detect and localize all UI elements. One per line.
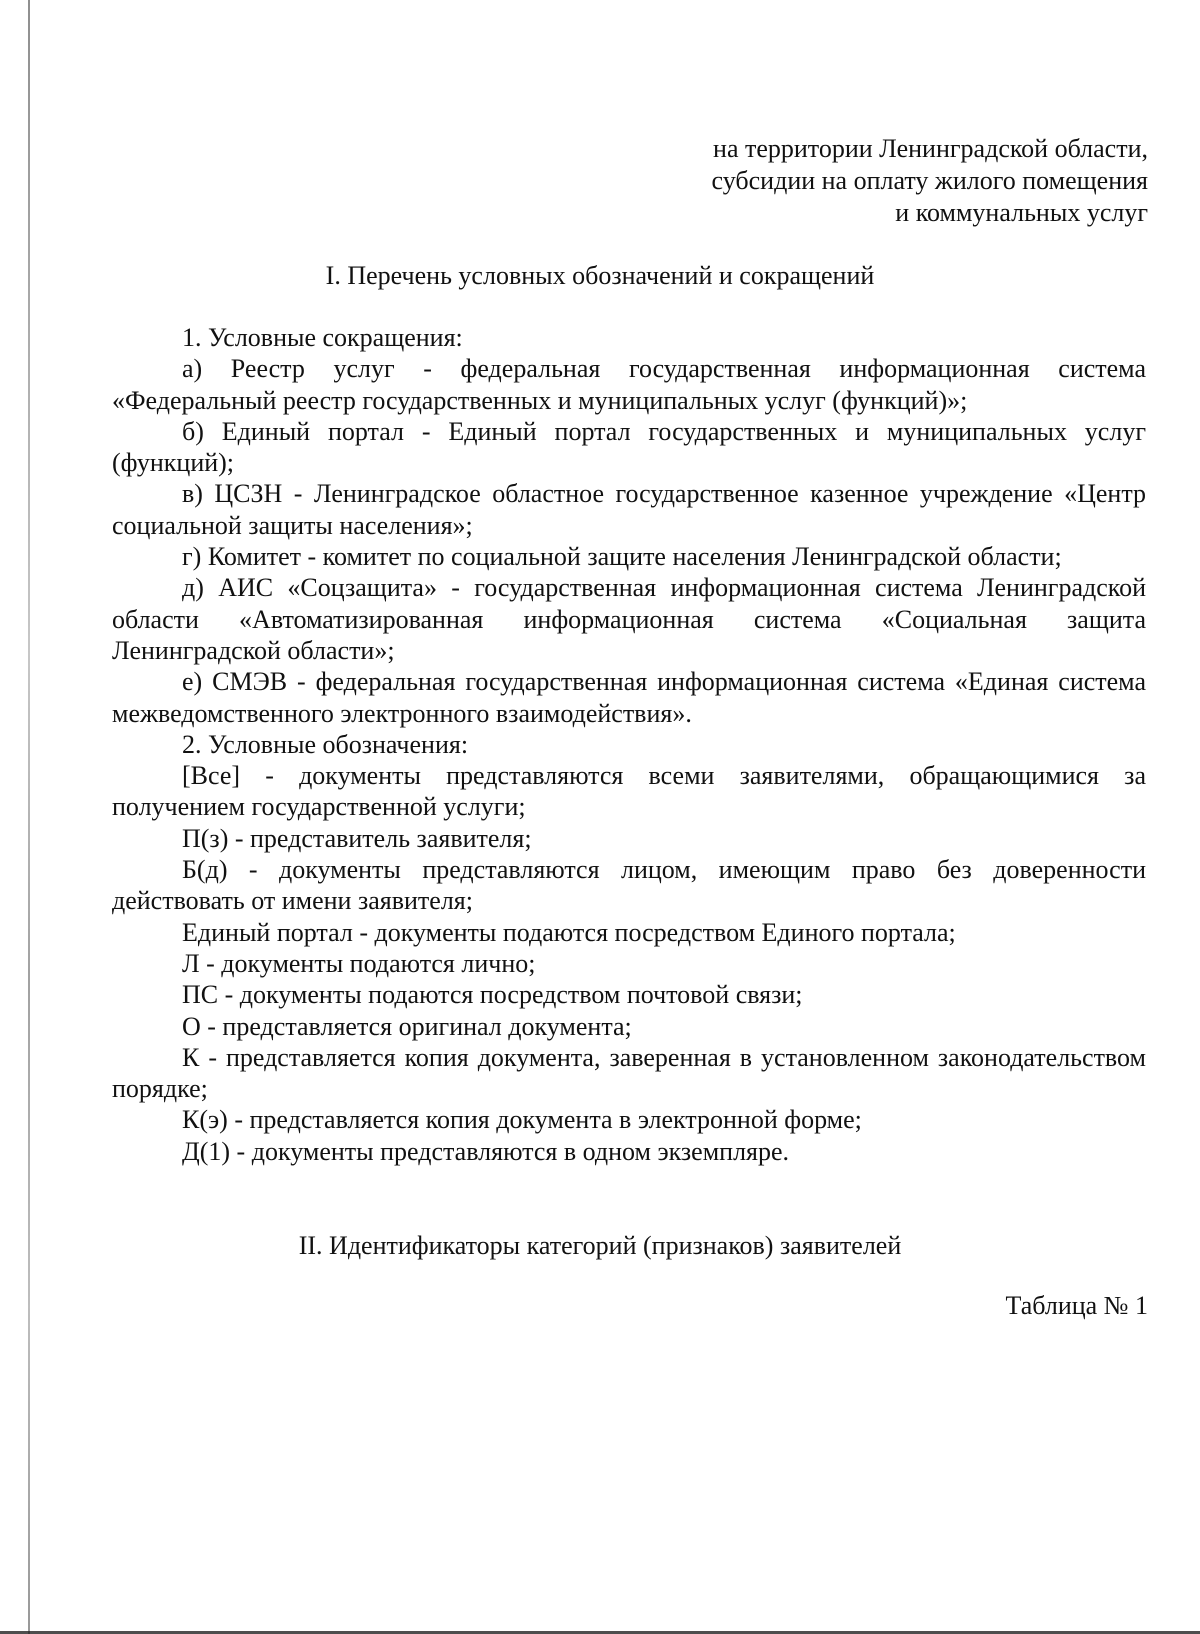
paragraph-abbr-b: б) Единый портал - Единый портал государственных и муниципальных услуг (функций); bbox=[112, 416, 1146, 478]
paragraph-symbol-pz: П(з) - представитель заявителя; bbox=[182, 823, 532, 853]
header-block bbox=[712, 133, 1148, 229]
paragraph-abbr-v: в) ЦСЗН - Ленинградское областное государственное казенное учреждение «Центр социальной защиты населения»; bbox=[112, 479, 1146, 540]
section-1-body bbox=[112, 322, 1146, 1167]
paragraph-symbols-heading: 2. Условные обозначения: bbox=[182, 729, 469, 759]
paragraph-abbreviations-heading: 1. Условные сокращения: bbox=[182, 323, 463, 352]
paragraph-abbr-a: а) Реестр услуг - федеральная государственная информационная система «Федеральный реестр государственных и муниципальных услуг (функций)»; bbox=[112, 354, 1146, 415]
paragraph-abbr-g: г) Комитет - комитет по социальной защите населения Ленинградской области; bbox=[182, 542, 1062, 572]
paragraph-symbol-o: О - представляется оригинал документа; bbox=[182, 1011, 632, 1041]
paragraph-symbol-k: К - представляется копия документа, заверенная в установленном законодательством порядке; bbox=[112, 1042, 1146, 1104]
paragraph-abbr-e: е) СМЭВ - федеральная государственная информационная система «Единая система межведомственного электронного взаимодействия». bbox=[112, 667, 1146, 728]
paragraph-symbol-bd: Б(д) - документы представляются лицом, имеющим право без доверенности действовать от имени заявителя; bbox=[112, 855, 1146, 916]
header-line-2: субсидии на оплату жилого помещения bbox=[711, 166, 1148, 195]
paragraph-abbr-d: д) АИС «Соцзащита» - государственная информационная система Ленинградской области «Автоматизированная информационная система «Социальная защита Ленинградской области»; bbox=[112, 573, 1146, 665]
section-1-title: I. Перечень условных обозначений и сокращений bbox=[325, 261, 875, 290]
section-2-title: II. Идентификаторы категорий (признаков) заявителей bbox=[298, 1231, 902, 1260]
header-line-1: на территории Ленинградской области, bbox=[713, 134, 1148, 163]
paragraph-symbol-portal: Единый портал - документы подаются посредством Единого портала; bbox=[182, 917, 956, 947]
scan-edge-left bbox=[28, 0, 30, 1634]
table-label: Таблица № 1 bbox=[1005, 1291, 1148, 1320]
paragraph-symbol-d1: Д(1) - документы представляются в одном экземпляре. bbox=[182, 1136, 790, 1166]
paragraph-symbol-l: Л - документы подаются лично; bbox=[182, 948, 536, 978]
paragraph-symbol-ke: К(э) - представляется копия документа в электронной форме; bbox=[182, 1105, 862, 1135]
header-line-3: и коммунальных услуг bbox=[895, 198, 1148, 227]
paragraph-symbol-ps: ПС - документы подаются посредством почтовой связи; bbox=[182, 980, 803, 1010]
paragraph-symbol-all: [Все] - документы представляются всеми заявителями, обращающимися за получением государственной услуги; bbox=[112, 761, 1146, 822]
